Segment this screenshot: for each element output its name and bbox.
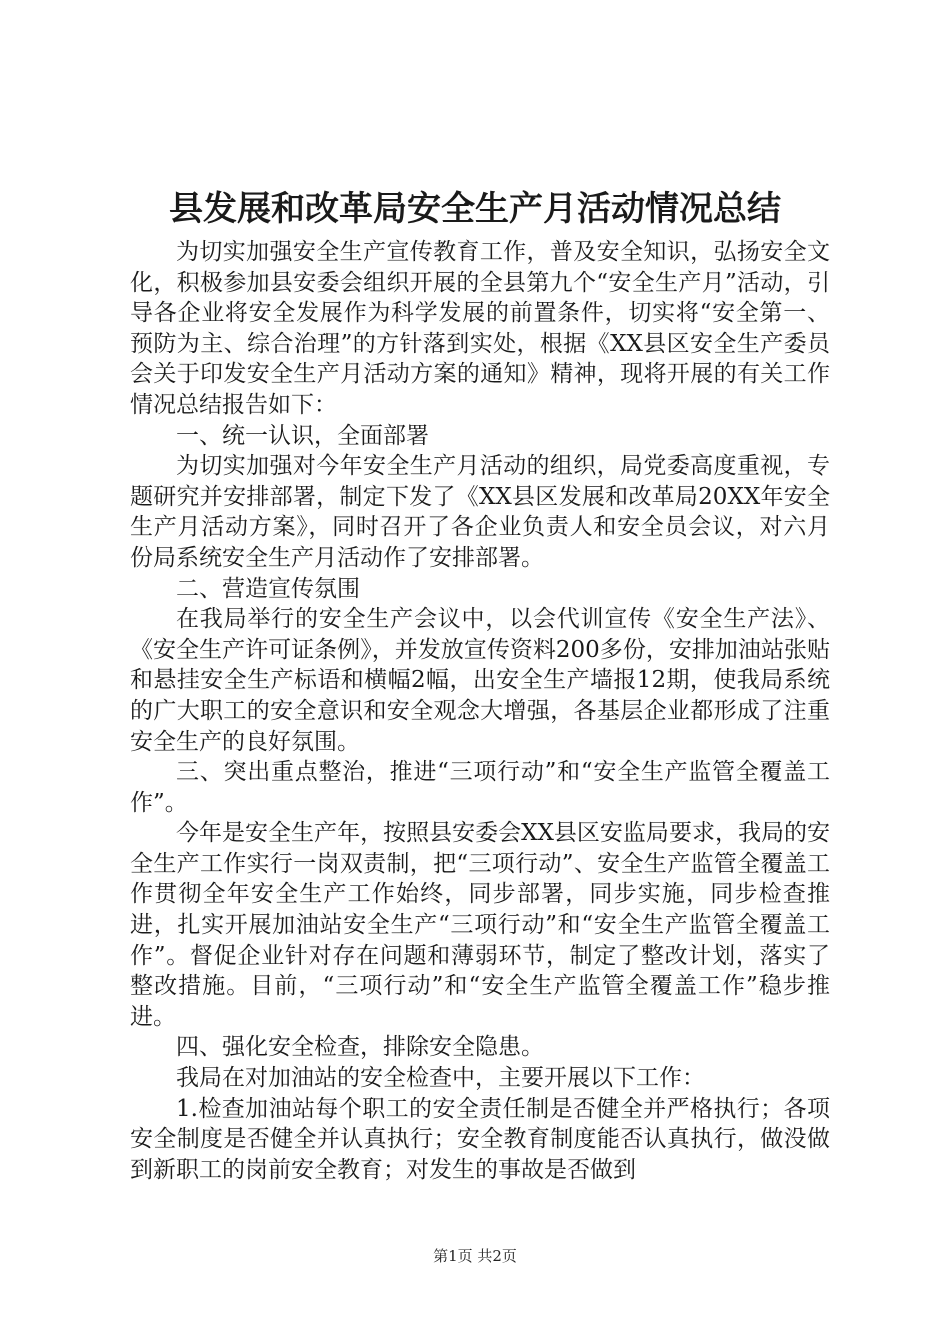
- paragraph-section-1: 为切实加强对今年安全生产月活动的组织，局党委高度重视，专题研究并安排部署，制定下发了《XX县区发展和改革局20XX年安全生产月活动方案》，同时召开了各企业负责人和安全员会议，对六月份局系统安全生产月活动作了安排部署。: [130, 453, 830, 571]
- paragraph-section-2: 在我局举行的安全生产会议中，以会代训宣传《安全生产法》、《安全生产许可证条例》，并发放宣传资料200多份，安排加油站张贴和悬挂安全生产标语和横幅2幅，出安全生产墙报12期，使我局系统的广大职工的安全意识和安全观念大增强，各基层企业都形成了注重安全生产的良好氛围。: [130, 606, 830, 755]
- section-heading-3: 三、突出重点整治，推进“三项行动”和“安全生产监管全覆盖工作”。: [130, 759, 830, 816]
- paragraph-section-4-intro: 我局在对加油站的安全检查中，主要开展以下工作：: [176, 1065, 705, 1092]
- document-title: 县发展和改革局安全生产月活动情况总结: [169, 189, 781, 229]
- paragraph-section-4-item-1: 1.检查加油站每个职工的安全责任制是否健全并严格执行；各项安全制度是否健全并认真执行；安全教育制度能否认真执行，做没做到新职工的岗前安全教育；对发生的事故是否做到: [130, 1095, 830, 1183]
- paragraph-intro: 为切实加强安全生产宣传教育工作，普及安全知识，弘扬安全文化，积极参加县安委会组织开展的全县第九个“安全生产月”活动，引导各企业将安全发展作为科学发展的前置条件，切实将“安全第一、预防为主、综合治理”的方针落到实处，根据《XX县区安全生产委员会关于印发安全生产月活动方案的通知》精神，现将开展的有关工作情况总结报告如下：: [130, 239, 830, 418]
- paragraph-section-3: 今年是安全生产年，按照县安委会XX县区安监局要求，我局的安全生产工作实行一岗双责制，把“三项行动”、安全生产监管全覆盖工作贯彻全年安全生产工作始终，同步部署，同步实施，同步检查推进，扎实开展加油站安全生产“三项行动”和“安全生产监管全覆盖工作”。督促企业针对存在问题和薄弱环节，制定了整改计划，落实了整改措施。目前，“三项行动”和“安全生产监管全覆盖工作”稳步推进。: [130, 820, 830, 1030]
- page-footer: 第1页 共2页: [433, 1247, 517, 1265]
- section-heading-1: 一、统一认识，全面部署: [176, 422, 429, 449]
- document-body: [130, 237, 830, 1185]
- section-heading-2: 二、营造宣传氛围: [176, 575, 360, 602]
- section-heading-4: 四、强化安全检查，排除安全隐患。: [176, 1034, 544, 1061]
